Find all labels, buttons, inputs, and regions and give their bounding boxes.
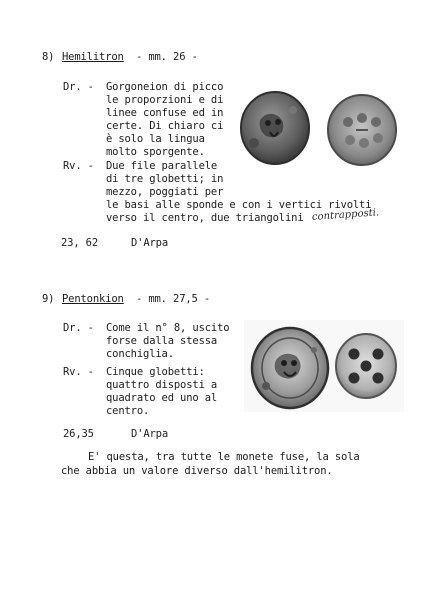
section-9-dr-label: Dr. - bbox=[63, 322, 94, 334]
section-8-handwritten-word: contrapposti. bbox=[311, 207, 380, 223]
closing-note-line: che abbia un valore diverso dall'hemilitron. bbox=[61, 465, 333, 477]
section-8-dr-line: le proporzioni e di bbox=[106, 94, 224, 106]
section-9-name: Pentonkion bbox=[62, 293, 124, 305]
section-8-dr-line: linee confuse ed in bbox=[106, 107, 224, 119]
section-8-rv-label: Rv. - bbox=[63, 160, 94, 172]
hemilitron-coin-photos bbox=[238, 88, 400, 168]
section-9-collection: D'Arpa bbox=[131, 428, 169, 440]
section-8-rv-line: di tre globetti; in bbox=[106, 173, 224, 185]
section-9-rv-label: Rv. - bbox=[63, 366, 94, 378]
section-9-dr-line: forse dalla stessa bbox=[106, 335, 218, 347]
obverse-coin-image bbox=[241, 92, 309, 164]
pentonkion-coin-photos bbox=[244, 320, 404, 412]
section-8-dr-line: è solo la lingua bbox=[106, 133, 205, 145]
section-8-dr-line: certe. Di chiaro ci bbox=[106, 120, 224, 132]
section-8-dr-label: Dr. - bbox=[63, 81, 94, 93]
obverse-coin-image bbox=[252, 328, 328, 408]
section-8-rv-line: le basi alle sponde e con i vertici rivolti bbox=[106, 199, 372, 211]
reverse-coin-image bbox=[328, 95, 396, 165]
section-8-collection: D'Arpa bbox=[131, 237, 169, 249]
section-8-rv-line: verso il centro, due triangolini bbox=[106, 212, 304, 224]
section-9-weight: 26,35 bbox=[63, 428, 94, 440]
section-9-dr-line: Come il n° 8, uscito bbox=[106, 322, 230, 334]
section-8-name: Hemilitron bbox=[62, 51, 124, 63]
section-9-rv-line: quattro disposti a bbox=[106, 379, 218, 391]
section-9-rv-line: quadrato ed uno al bbox=[106, 392, 218, 404]
section-9-rv-line: Cinque globetti: bbox=[106, 366, 205, 378]
section-8-number: 8) bbox=[42, 51, 55, 63]
section-8-dr-line: molto sporgente. bbox=[106, 146, 205, 158]
section-9-rv-line: centro. bbox=[106, 405, 150, 417]
section-9-dr-line: conchiglia. bbox=[106, 348, 174, 360]
section-8-weight: 23, 62 bbox=[61, 237, 99, 249]
section-8-measure: - mm. 26 - bbox=[136, 51, 198, 63]
section-9-number: 9) bbox=[42, 293, 55, 305]
section-9-measure: - mm. 27,5 - bbox=[136, 293, 211, 305]
reverse-coin-image bbox=[336, 334, 396, 398]
section-8-rv-line: Due file parallele bbox=[106, 160, 218, 172]
section-8-rv-line: mezzo, poggiati per bbox=[106, 186, 224, 198]
section-8-dr-line: Gorgoneion di picco bbox=[106, 81, 224, 93]
closing-note-line: E' questa, tra tutte le monete fuse, la sola bbox=[88, 451, 360, 463]
